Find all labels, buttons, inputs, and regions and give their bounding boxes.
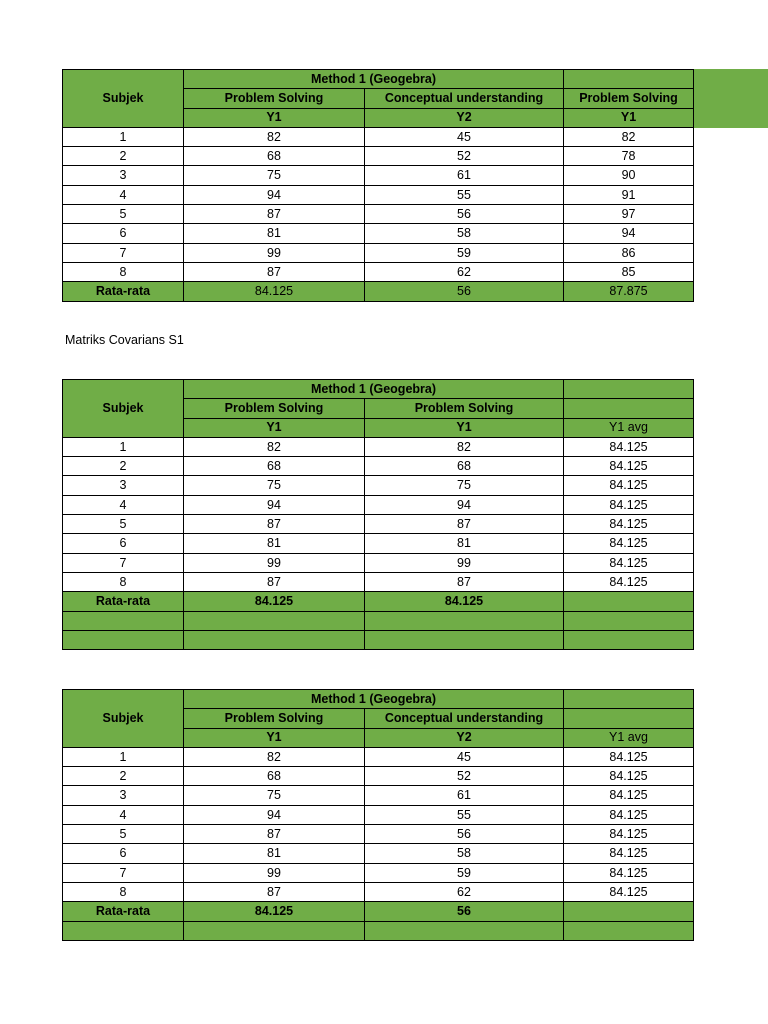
table-cell: 87 <box>184 572 365 591</box>
table-row <box>63 437 694 456</box>
table-cell: 56 <box>365 205 564 224</box>
summary-label: Rata-rata <box>63 282 184 301</box>
measure-header: Conceptual understanding <box>365 89 564 108</box>
table-cell: 84.125 <box>564 534 694 553</box>
table-cell: 1 <box>63 747 184 766</box>
blank-cell <box>63 921 184 940</box>
table-cell: 68 <box>184 457 365 476</box>
table-cell: 1 <box>63 127 184 146</box>
table-row <box>63 224 694 243</box>
table-row <box>63 166 694 185</box>
summary-value: 84.125 <box>184 592 365 611</box>
table-cell: 5 <box>63 205 184 224</box>
table-cell: 61 <box>365 786 564 805</box>
blank-cell <box>184 611 365 630</box>
summary-label: Rata-rata <box>63 902 184 921</box>
table-cell: 84.125 <box>564 437 694 456</box>
variable-header: Y1 <box>564 108 694 127</box>
table-row <box>63 185 694 204</box>
table-cell: 3 <box>63 786 184 805</box>
table-cell: 99 <box>184 553 365 572</box>
table-cell: 94 <box>184 495 365 514</box>
table-cell: 2 <box>63 457 184 476</box>
table-cell: 99 <box>184 243 365 262</box>
measure-header: Problem Solving <box>184 399 365 418</box>
blank-row <box>63 611 694 630</box>
table-row <box>63 147 694 166</box>
table-cell: 4 <box>63 495 184 514</box>
header-row-group <box>63 690 694 709</box>
table-cell: 94 <box>184 185 365 204</box>
table-cell: 4 <box>63 185 184 204</box>
table-cell: 82 <box>184 747 365 766</box>
table-row <box>63 495 694 514</box>
data-table-3 <box>62 689 694 941</box>
table-row <box>63 572 694 591</box>
blank-cell <box>184 630 365 649</box>
table-cell: 52 <box>365 767 564 786</box>
table-row <box>63 786 694 805</box>
table-cell: 52 <box>365 147 564 166</box>
variable-header: Y1 <box>365 418 564 437</box>
table-cell: 87 <box>365 515 564 534</box>
table-row <box>63 205 694 224</box>
table-cell: 6 <box>63 844 184 863</box>
data-table-1 <box>62 69 694 302</box>
blank-cell <box>564 630 694 649</box>
measure-header: Problem Solving <box>365 399 564 418</box>
method-group-header: Method 1 (Geogebra) <box>184 70 564 89</box>
table-cell: 2 <box>63 147 184 166</box>
table-row <box>63 805 694 824</box>
table-cell: 82 <box>564 127 694 146</box>
table-cell: 85 <box>564 262 694 281</box>
table-row <box>63 844 694 863</box>
table-cell: 84.125 <box>564 882 694 901</box>
table-cell: 81 <box>184 534 365 553</box>
blank-cell <box>63 630 184 649</box>
table-cell: 68 <box>184 147 365 166</box>
table-cell: 84.125 <box>564 457 694 476</box>
table-cell: 84.125 <box>564 553 694 572</box>
table-cell: 87 <box>184 262 365 281</box>
table-row <box>63 882 694 901</box>
table-cell: 45 <box>365 127 564 146</box>
caption-covariance-matrix: Matriks Covarians S1 <box>65 333 184 347</box>
measure-header: Problem Solving <box>184 89 365 108</box>
table-cell: 86 <box>564 243 694 262</box>
summary-value: 84.125 <box>184 282 365 301</box>
extra-group-header <box>564 380 694 399</box>
table-row <box>63 476 694 495</box>
summary-value: 56 <box>365 282 564 301</box>
table-cell: 87 <box>184 882 365 901</box>
variable-header: Y1 <box>184 728 365 747</box>
table-row <box>63 127 694 146</box>
table-cell: 75 <box>184 476 365 495</box>
table-row <box>63 534 694 553</box>
table-cell: 55 <box>365 805 564 824</box>
method-group-header: Method 1 (Geogebra) <box>184 690 564 709</box>
variable-header: Y2 <box>365 108 564 127</box>
table-cell: 94 <box>564 224 694 243</box>
table-cell: 4 <box>63 805 184 824</box>
table-cell: 7 <box>63 243 184 262</box>
extra-group-header <box>564 690 694 709</box>
table-cell: 62 <box>365 882 564 901</box>
table-cell: 3 <box>63 476 184 495</box>
table-row <box>63 457 694 476</box>
table-cell: 97 <box>564 205 694 224</box>
table-cell: 75 <box>365 476 564 495</box>
blank-cell <box>365 630 564 649</box>
table-row <box>63 767 694 786</box>
summary-value: 84.125 <box>365 592 564 611</box>
measure-header <box>564 399 694 418</box>
table-cell: 87 <box>184 205 365 224</box>
blank-cell <box>365 921 564 940</box>
measure-header <box>564 709 694 728</box>
summary-row <box>63 902 694 921</box>
table-cell: 7 <box>63 553 184 572</box>
table-row <box>63 262 694 281</box>
subject-header: Subjek <box>63 690 184 748</box>
table-cell: 78 <box>564 147 694 166</box>
table-cell: 45 <box>365 747 564 766</box>
measure-header: Conceptual understanding <box>365 709 564 728</box>
table-cell: 5 <box>63 515 184 534</box>
green-fill-block <box>693 69 768 128</box>
table-cell: 2 <box>63 767 184 786</box>
table-cell: 84.125 <box>564 863 694 882</box>
table-cell: 56 <box>365 825 564 844</box>
table-cell: 3 <box>63 166 184 185</box>
variable-header: Y1 <box>184 418 365 437</box>
table-row <box>63 863 694 882</box>
table-cell: 82 <box>365 437 564 456</box>
data-table-2 <box>62 379 694 650</box>
table-cell: 94 <box>365 495 564 514</box>
variable-header: Y2 <box>365 728 564 747</box>
table-cell: 87 <box>184 515 365 534</box>
table-cell: 99 <box>365 553 564 572</box>
table-row <box>63 515 694 534</box>
measure-header: Problem Solving <box>564 89 694 108</box>
table-cell: 90 <box>564 166 694 185</box>
table-cell: 99 <box>184 863 365 882</box>
table-cell: 84.125 <box>564 747 694 766</box>
variable-header: Y1 avg <box>564 418 694 437</box>
table-cell: 84.125 <box>564 844 694 863</box>
table-cell: 61 <box>365 166 564 185</box>
table-cell: 58 <box>365 224 564 243</box>
table-row <box>63 553 694 572</box>
subject-header: Subjek <box>63 70 184 128</box>
summary-value: 56 <box>365 902 564 921</box>
table-cell: 81 <box>365 534 564 553</box>
table-cell: 81 <box>184 844 365 863</box>
table-cell: 8 <box>63 262 184 281</box>
table-row <box>63 747 694 766</box>
table-cell: 62 <box>365 262 564 281</box>
table-cell: 75 <box>184 786 365 805</box>
table-cell: 5 <box>63 825 184 844</box>
table-row <box>63 825 694 844</box>
blank-cell <box>184 921 365 940</box>
table-cell: 81 <box>184 224 365 243</box>
blank-cell <box>365 611 564 630</box>
blank-row <box>63 630 694 649</box>
summary-label: Rata-rata <box>63 592 184 611</box>
table-cell: 82 <box>184 437 365 456</box>
table-cell: 91 <box>564 185 694 204</box>
variable-header: Y1 avg <box>564 728 694 747</box>
table-cell: 8 <box>63 882 184 901</box>
summary-value <box>564 592 694 611</box>
table-cell: 68 <box>184 767 365 786</box>
blank-cell <box>63 611 184 630</box>
table-cell: 59 <box>365 243 564 262</box>
blank-cell <box>564 611 694 630</box>
summary-value <box>564 902 694 921</box>
table-cell: 6 <box>63 534 184 553</box>
table-cell: 84.125 <box>564 495 694 514</box>
summary-value: 84.125 <box>184 902 365 921</box>
subject-header: Subjek <box>63 380 184 438</box>
table-cell: 87 <box>365 572 564 591</box>
summary-value: 87.875 <box>564 282 694 301</box>
table-cell: 58 <box>365 844 564 863</box>
table-cell: 94 <box>184 805 365 824</box>
table-row <box>63 243 694 262</box>
table-cell: 59 <box>365 863 564 882</box>
table-cell: 1 <box>63 437 184 456</box>
header-row-group <box>63 380 694 399</box>
blank-row <box>63 921 694 940</box>
summary-row <box>63 592 694 611</box>
method-group-header: Method 1 (Geogebra) <box>184 380 564 399</box>
table-cell: 84.125 <box>564 572 694 591</box>
table-cell: 84.125 <box>564 786 694 805</box>
table-cell: 55 <box>365 185 564 204</box>
extra-group-header <box>564 70 694 89</box>
table-cell: 82 <box>184 127 365 146</box>
table-cell: 84.125 <box>564 767 694 786</box>
measure-header: Problem Solving <box>184 709 365 728</box>
table-cell: 8 <box>63 572 184 591</box>
table-cell: 87 <box>184 825 365 844</box>
table-cell: 68 <box>365 457 564 476</box>
variable-header: Y1 <box>184 108 365 127</box>
table-cell: 84.125 <box>564 515 694 534</box>
table-cell: 75 <box>184 166 365 185</box>
table-cell: 84.125 <box>564 825 694 844</box>
header-row-group <box>63 70 694 89</box>
table-cell: 84.125 <box>564 805 694 824</box>
summary-row <box>63 282 694 301</box>
table-cell: 6 <box>63 224 184 243</box>
table-cell: 7 <box>63 863 184 882</box>
table-cell: 84.125 <box>564 476 694 495</box>
blank-cell <box>564 921 694 940</box>
